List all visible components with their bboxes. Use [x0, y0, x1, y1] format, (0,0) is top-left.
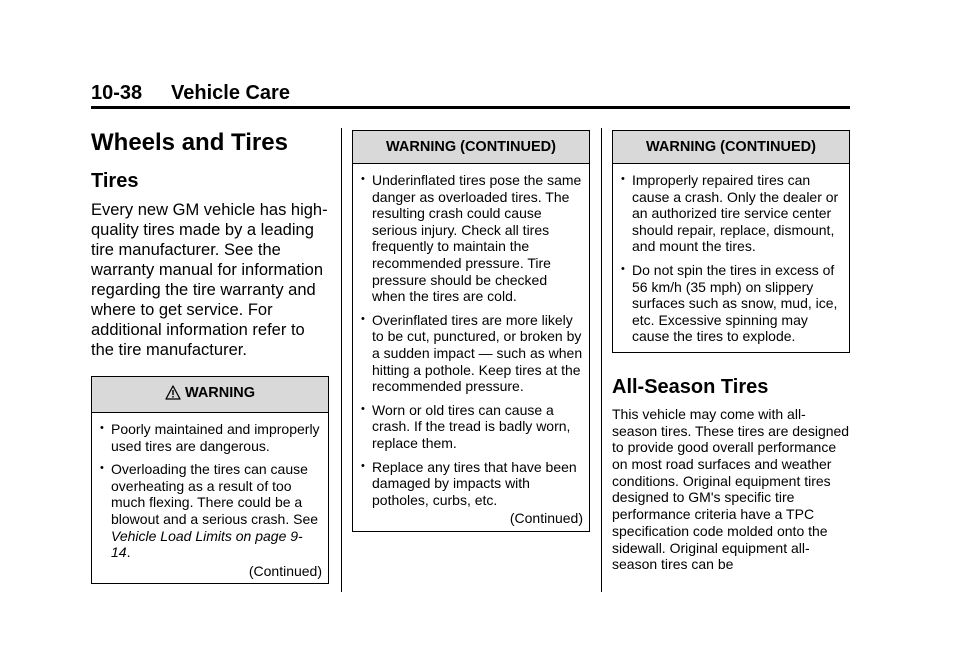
bullet: • — [361, 402, 365, 415]
list-item — [100, 421, 322, 454]
warning-item-end: . — [126, 544, 131, 561]
warning-item-text: Improperly repaired tires can cause a crash. Only the dealer or an authorized tire service center should repair, replace, dismount, and mount the tires. — [632, 172, 839, 255]
list-item — [100, 461, 322, 561]
warning-triangle-icon — [165, 380, 181, 412]
warning-header: WARNING (CONTINUED) — [353, 131, 589, 164]
warning-item-text: Replace any tires that have been damaged by impacts with potholes, curbs, etc. — [372, 458, 577, 508]
warning-label: WARNING — [184, 385, 256, 401]
bullet: • — [621, 262, 625, 275]
warning-item-text: Do not spin the tires in excess of 56 km/h (35 mph) on slippery surfaces such as snow, mud, ice, etc. Excessive spinning may cause the tires to explode. — [632, 261, 838, 345]
warning-header: WARNING (CONTINUED) — [613, 131, 849, 164]
bullet: • — [100, 422, 104, 434]
page-number: 10-38 — [91, 82, 143, 104]
list-item — [621, 172, 843, 255]
warning-header — [92, 377, 328, 413]
warning-body — [613, 164, 849, 352]
section-heading-all-season: All-Season Tires — [612, 375, 769, 398]
warning-body — [92, 413, 328, 583]
bullet: • — [361, 312, 365, 325]
column-divider-2 — [601, 128, 602, 592]
chapter-title: Wheels and Tires — [91, 129, 288, 156]
header-rule — [91, 106, 850, 109]
list-item — [361, 172, 583, 305]
continued-label: (Continued) — [509, 510, 583, 527]
bullet: • — [100, 462, 104, 475]
warning-item-text: Underinflated tires pose the same danger as overloaded tires. The resulting crash could cause serious injury. Check all tires frequently to maintain the recommended pressure. Tire pressure should be checked when the tires are cold. — [372, 172, 582, 305]
warning-item-text: Overinflated tires are more likely to be cut, punctured, or broken by a sudden impact — such as when hitting a pothole. Keep tires at the recommended pressure. — [372, 311, 583, 395]
warning-item-text: Overloading the tires can cause overheating as a result of too much flexing. There could be a blowout and a serious crash. See — [111, 461, 319, 527]
column-3 — [612, 128, 850, 573]
cross-reference-link[interactable]: Vehicle Load Limits on page 9-14 — [111, 527, 303, 561]
bullet: • — [621, 173, 625, 185]
list-item — [621, 262, 843, 345]
warning-list — [621, 172, 843, 345]
header-text — [91, 81, 850, 105]
bullet: • — [361, 459, 365, 472]
list-item — [361, 459, 583, 509]
list-item — [361, 402, 583, 452]
continued-label: (Continued) — [248, 562, 322, 579]
warning-body — [353, 164, 589, 531]
column-1 — [91, 128, 329, 584]
warning-item-text: Poorly maintained and improperly used tires are dangerous. — [111, 421, 320, 454]
all-season-body: This vehicle may come with all-season tires. These tires are designed to provide good overall performance on most road surfaces and weather conditions. Original equipment tires designed to GM's specific tire performance criteria have a TPC specification code molded onto the sidewall. Original equipment all-season tires can be — [612, 405, 850, 573]
section-title: Vehicle Care — [171, 82, 290, 104]
warning-list — [100, 421, 322, 561]
page-header — [91, 81, 850, 105]
column-divider-1 — [341, 128, 342, 592]
warning-box-continued — [352, 130, 590, 532]
warning-item-text: Worn or old tires can cause a crash. If the tread is badly worn, replace them. — [372, 401, 571, 451]
list-item — [361, 312, 583, 395]
warning-box-continued — [612, 130, 850, 353]
section-heading-tires: Tires — [91, 170, 139, 192]
tires-intro: Every new GM vehicle has high-quality tires made by a leading tire manufacturer. See the warranty manual for information regarding the tire warranty and where to get service. For additional information refer to the tire manufacturer. — [91, 201, 328, 359]
bullet: • — [361, 173, 365, 185]
column-2 — [352, 128, 590, 532]
warning-list — [361, 172, 583, 508]
warning-box — [91, 376, 329, 584]
